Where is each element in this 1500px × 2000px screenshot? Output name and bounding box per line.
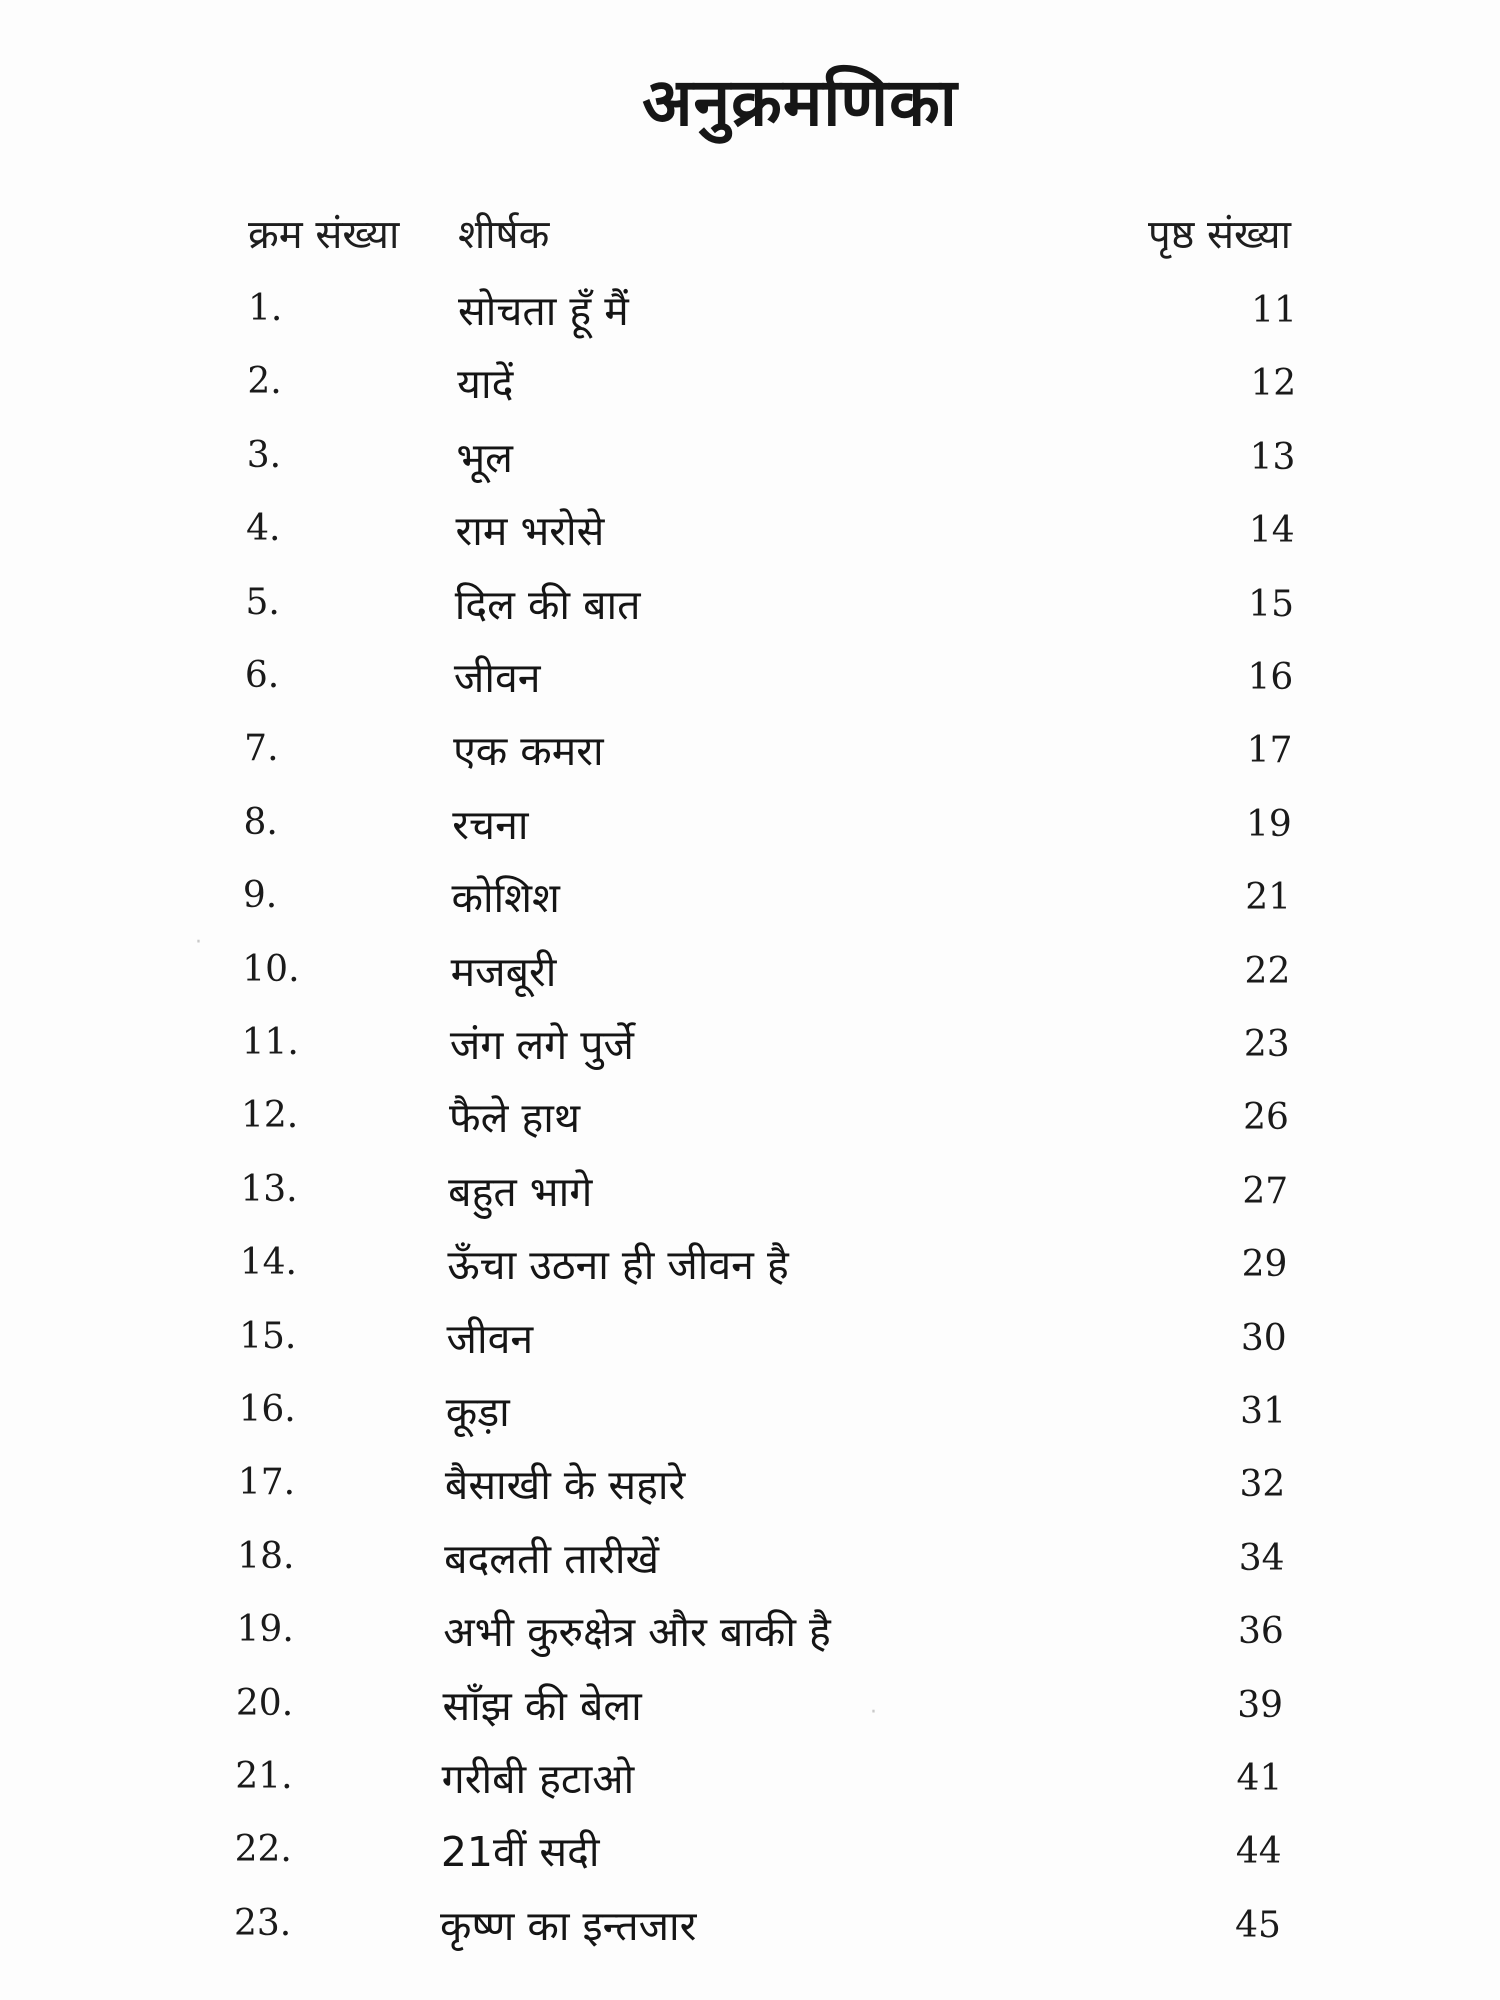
toc-entry — [0, 722, 1500, 792]
entry-number: 23. — [234, 1902, 292, 1944]
entry-title: जंग लगे पुर्जे — [449, 1021, 634, 1069]
toc-entry — [0, 1310, 1500, 1380]
entry-title: एक कमरा — [453, 727, 604, 776]
entry-page-number: 14 — [1248, 510, 1295, 552]
toc-entry — [0, 1016, 1500, 1086]
entry-title: साँझ की बेला — [442, 1681, 642, 1730]
entry-page-number: 29 — [1241, 1244, 1288, 1286]
entry-title: फैले हाथ — [449, 1094, 581, 1143]
title-header: शीर्षक — [458, 212, 550, 258]
entry-page-number: 41 — [1236, 1758, 1283, 1799]
toc-entry — [0, 1530, 1500, 1600]
scan-speck: · — [195, 930, 202, 955]
page-number-header: पृष्ठ संख्या — [1148, 212, 1291, 258]
entry-number: 9. — [242, 875, 278, 917]
entry-page-number: 30 — [1240, 1317, 1287, 1359]
entry-title: भूल — [456, 433, 513, 482]
entry-page-number: 17 — [1246, 730, 1293, 772]
entry-title: बहुत भागे — [448, 1167, 593, 1216]
entry-number: 11. — [241, 1022, 299, 1063]
entry-page-number: 45 — [1235, 1904, 1281, 1946]
toc-entry — [0, 1089, 1500, 1159]
entry-page-number: 11 — [1251, 290, 1297, 331]
entry-title: सोचता हूँ मैं — [458, 287, 629, 335]
entry-page-number: 23 — [1243, 1024, 1290, 1065]
entry-page-number: 31 — [1240, 1391, 1286, 1432]
entry-title: यादें — [457, 360, 514, 409]
entry-number: 12. — [241, 1095, 299, 1137]
toc-entry — [0, 1750, 1500, 1820]
entry-number: 21. — [235, 1756, 293, 1797]
entry-number: 13. — [240, 1168, 298, 1210]
entry-title: कोशिश — [451, 874, 560, 923]
entry-title: ऊँचा उठना ही जीवन है — [447, 1241, 789, 1290]
toc-entry — [0, 1456, 1500, 1526]
entry-title: बैसाखी के सहारे — [444, 1461, 686, 1510]
entry-page-number: 12 — [1250, 363, 1297, 405]
entry-number: 10. — [242, 948, 300, 990]
entry-title: कृष्ण का इन्तजार — [440, 1901, 697, 1950]
entry-title: दिल की बात — [454, 580, 641, 629]
entry-title: रचना — [452, 800, 529, 849]
entry-page-number: 36 — [1238, 1611, 1284, 1653]
toc-entry — [0, 796, 1500, 866]
toc-entry — [0, 1236, 1500, 1306]
toc-entry — [0, 1163, 1500, 1233]
entry-number: 19. — [236, 1609, 294, 1651]
entry-number: 2. — [247, 361, 282, 403]
entry-number: 16. — [238, 1389, 296, 1430]
entry-page-number: 16 — [1247, 657, 1294, 698]
toc-entry — [0, 282, 1500, 352]
toc-entry — [0, 355, 1500, 425]
entry-page-number: 39 — [1237, 1684, 1284, 1726]
entry-title: जीवन — [453, 654, 541, 702]
serial-number-header: क्रम संख्या — [248, 212, 400, 258]
entry-number: 17. — [237, 1462, 296, 1504]
toc-entry — [0, 1677, 1500, 1747]
entry-number: 14. — [239, 1242, 297, 1284]
entry-number: 18. — [237, 1535, 295, 1577]
entry-title: जीवन — [446, 1314, 534, 1363]
toc-entry — [0, 1897, 1500, 1967]
entry-title: राम भरोसे — [455, 507, 605, 556]
entry-number: 6. — [244, 655, 280, 696]
toc-entry — [0, 576, 1500, 646]
entry-page-number: 19 — [1246, 803, 1292, 845]
entry-page-number: 21 — [1245, 877, 1292, 919]
entry-number: 3. — [246, 434, 282, 476]
toc-entry — [0, 429, 1500, 499]
entry-number: 5. — [245, 581, 280, 623]
entry-page-number: 44 — [1235, 1831, 1282, 1873]
toc-entry — [0, 1823, 1500, 1893]
toc-entry — [0, 649, 1500, 719]
entry-number: 8. — [243, 801, 278, 843]
entry-number: 7. — [244, 728, 279, 770]
entry-page-number: 34 — [1238, 1537, 1285, 1579]
entry-title: बदलती तारीखें — [444, 1534, 659, 1583]
entry-number: 4. — [246, 508, 281, 550]
entry-page-number: 22 — [1244, 950, 1291, 992]
page-title: अनुक्रमणिका — [642, 64, 958, 141]
entry-title: गरीबी हटाओ — [441, 1755, 635, 1803]
toc-entry — [0, 943, 1500, 1013]
entry-page-number: 32 — [1239, 1464, 1286, 1506]
toc-entry — [0, 1603, 1500, 1673]
entry-number: 15. — [239, 1315, 297, 1357]
entry-page-number: 27 — [1242, 1170, 1289, 1212]
entry-page-number: 13 — [1249, 436, 1296, 478]
entry-title: मजबूरी — [450, 947, 557, 996]
entry-number: 22. — [234, 1829, 292, 1871]
toc-entry — [0, 1383, 1500, 1453]
entry-page-number: 26 — [1243, 1097, 1289, 1139]
entry-number: 20. — [235, 1682, 294, 1724]
entry-number: 1. — [248, 288, 283, 329]
toc-entry — [0, 869, 1500, 939]
entry-page-number: 15 — [1248, 583, 1294, 625]
entry-title: 21वीं सदी — [440, 1828, 600, 1877]
entry-title: कूड़ा — [445, 1388, 510, 1436]
entry-title: अभी कुरुक्षेत्र और बाकी है — [443, 1608, 831, 1657]
toc-entry — [0, 502, 1500, 572]
scan-speck: · — [870, 1700, 877, 1725]
